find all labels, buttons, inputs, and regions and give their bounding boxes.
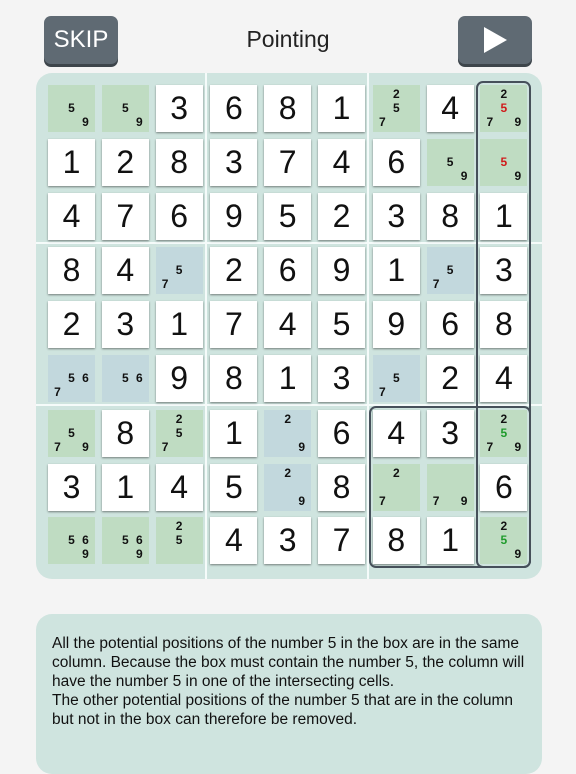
candidate-digit: 7 <box>378 385 386 399</box>
candidate-digit: 7 <box>378 115 386 129</box>
candidate-digit: 9 <box>514 115 522 129</box>
sudoku-cell-given[interactable] <box>210 517 257 564</box>
candidate-digit: 5 <box>121 101 129 115</box>
sudoku-cell-given[interactable] <box>156 139 203 186</box>
cell-value: 6 <box>494 468 513 505</box>
cell-value: 8 <box>441 197 459 234</box>
candidate-digit: 9 <box>514 439 522 454</box>
cell-value: 1 <box>494 197 513 234</box>
sudoku-cell-candidates[interactable] <box>102 85 149 132</box>
candidate-digit: 7 <box>486 115 494 129</box>
candidate-digit: 9 <box>135 547 143 562</box>
sudoku-cell-given[interactable] <box>210 139 257 186</box>
cell-value: 7 <box>116 197 135 234</box>
sudoku-cell-candidates[interactable] <box>156 410 203 457</box>
cell-value: 9 <box>332 252 351 289</box>
cell-value: 5 <box>224 468 243 505</box>
candidate-digit: 9 <box>460 493 468 508</box>
sudoku-cell-given[interactable] <box>48 464 95 511</box>
candidate-digit: 7 <box>486 439 494 454</box>
candidate-digit: 6 <box>135 533 143 548</box>
sudoku-cell-given[interactable] <box>210 355 257 402</box>
box-divider-horizontal <box>36 242 542 244</box>
sudoku-cell-given[interactable] <box>264 301 311 348</box>
candidate-digit: 5 <box>121 533 129 548</box>
cell-value: 2 <box>224 252 243 289</box>
sudoku-cell-candidates[interactable] <box>102 355 149 402</box>
cell-value: 6 <box>387 143 406 180</box>
sudoku-cell-candidates[interactable] <box>156 247 203 294</box>
sudoku-cell-candidates[interactable] <box>373 85 420 132</box>
sudoku-cell-given[interactable] <box>318 355 365 402</box>
cell-value: 8 <box>224 360 243 396</box>
sudoku-cell-candidates[interactable] <box>48 410 95 457</box>
cell-value: 6 <box>332 414 351 451</box>
candidate-digit: 5 <box>175 425 183 440</box>
cell-value: 6 <box>441 306 459 343</box>
sudoku-cell-given[interactable] <box>427 355 474 402</box>
sudoku-cell-given[interactable] <box>210 85 257 132</box>
cell-value: 3 <box>441 414 459 451</box>
candidate-digit: 2 <box>284 465 292 480</box>
candidate-digit: 9 <box>82 115 89 129</box>
sudoku-cell-given[interactable] <box>264 85 311 132</box>
candidate-digit: 2 <box>175 519 183 534</box>
candidate-digit: 5 <box>500 154 508 169</box>
cell-value: 9 <box>224 197 243 234</box>
sudoku-cell-given[interactable] <box>102 301 149 348</box>
sudoku-cell-given[interactable] <box>156 355 203 402</box>
sudoku-cell-given[interactable] <box>102 193 149 240</box>
cell-value: 8 <box>332 468 351 505</box>
cell-value: 5 <box>278 197 297 234</box>
cell-value: 3 <box>116 306 135 343</box>
box-divider-vertical <box>205 73 207 579</box>
candidate-digit: 2 <box>284 411 292 426</box>
sudoku-cell-given[interactable] <box>427 301 474 348</box>
candidate-digit: 9 <box>298 439 306 454</box>
cell-value: 4 <box>224 522 243 559</box>
sudoku-cell-candidates[interactable] <box>264 410 311 457</box>
cell-value: 1 <box>116 468 135 505</box>
cell-value: 4 <box>441 90 459 126</box>
sudoku-cell-given[interactable] <box>48 247 95 294</box>
cell-value: 3 <box>278 522 297 559</box>
cell-value: 4 <box>494 360 513 396</box>
candidate-digit: 6 <box>82 533 89 548</box>
sudoku-cell-given[interactable] <box>318 301 365 348</box>
cell-value: 4 <box>387 414 406 451</box>
candidate-digit: 9 <box>514 168 522 183</box>
cell-value: 6 <box>170 197 188 234</box>
candidate-digit: 5 <box>500 533 508 548</box>
cell-value: 4 <box>170 468 188 505</box>
cell-value: 7 <box>278 143 297 180</box>
sudoku-cell-given[interactable] <box>373 193 420 240</box>
sudoku-cell-given[interactable] <box>427 193 474 240</box>
cell-value: 8 <box>387 522 406 559</box>
sudoku-cell-given[interactable] <box>373 139 420 186</box>
candidate-digit: 5 <box>392 371 400 385</box>
sudoku-cell-given[interactable] <box>318 139 365 186</box>
cell-value: 2 <box>116 143 135 180</box>
candidate-digit: 7 <box>378 493 386 508</box>
sudoku-cell-given[interactable] <box>318 464 365 511</box>
candidate-digit: 7 <box>432 277 440 292</box>
candidate-digit: 9 <box>514 547 522 562</box>
sudoku-cell-given[interactable] <box>373 247 420 294</box>
sudoku-cell-candidates[interactable] <box>427 139 474 186</box>
sudoku-cell-candidates[interactable] <box>373 355 420 402</box>
sudoku-cell-given[interactable] <box>210 247 257 294</box>
skip-button[interactable]: SKIP <box>44 16 118 64</box>
cell-value: 4 <box>332 143 351 180</box>
candidate-digit: 7 <box>54 385 61 399</box>
sudoku-cell-given[interactable] <box>102 410 149 457</box>
cell-value: 2 <box>62 306 81 343</box>
candidate-digit: 5 <box>446 263 454 278</box>
cell-value: 1 <box>170 306 188 343</box>
cell-value: 7 <box>332 522 351 559</box>
candidate-digit: 5 <box>68 425 75 440</box>
play-icon <box>482 26 508 54</box>
candidate-digit: 5 <box>68 533 75 548</box>
play-button[interactable] <box>458 16 532 64</box>
sudoku-cell-given[interactable] <box>264 193 311 240</box>
candidate-digit: 7 <box>54 439 61 454</box>
candidate-digit: 5 <box>121 371 129 385</box>
sudoku-cell-given[interactable] <box>156 193 203 240</box>
sudoku-cell-given[interactable] <box>318 247 365 294</box>
sudoku-cell-candidates[interactable] <box>102 517 149 564</box>
candidate-digit: 2 <box>500 411 508 426</box>
cell-value: 3 <box>332 360 351 396</box>
cell-value: 3 <box>494 252 513 289</box>
candidate-digit: 9 <box>82 547 89 562</box>
candidate-digit: 2 <box>175 411 183 426</box>
candidate-digit: 5 <box>446 154 454 169</box>
sudoku-cell-candidates[interactable] <box>48 355 95 402</box>
sudoku-cell-given[interactable] <box>264 355 311 402</box>
cell-value: 8 <box>62 252 81 289</box>
sudoku-cell-given[interactable] <box>318 410 365 457</box>
cell-value: 4 <box>62 197 81 234</box>
sudoku-cell-given[interactable] <box>48 301 95 348</box>
cell-value: 2 <box>332 197 351 234</box>
highlighted-box <box>369 406 532 569</box>
cell-value: 3 <box>224 143 243 180</box>
page-title: Pointing <box>246 26 330 52</box>
cell-value: 9 <box>387 306 406 343</box>
candidate-digit: 2 <box>392 87 400 101</box>
cell-value: 3 <box>62 468 81 505</box>
sudoku-cell-given[interactable] <box>48 193 95 240</box>
candidate-digit: 9 <box>298 493 306 508</box>
cell-value: 8 <box>170 143 188 180</box>
sudoku-cell-given[interactable] <box>373 301 420 348</box>
sudoku-board <box>36 73 542 579</box>
cell-value: 8 <box>116 414 135 451</box>
candidate-digit: 2 <box>500 519 508 534</box>
candidate-digit: 2 <box>392 465 400 480</box>
candidate-digit: 9 <box>82 439 89 454</box>
candidate-digit: 2 <box>500 87 508 101</box>
sudoku-cell-given[interactable] <box>210 193 257 240</box>
sudoku-cell-given[interactable] <box>264 517 311 564</box>
cell-value: 5 <box>332 306 351 343</box>
candidate-digit: 5 <box>175 263 183 278</box>
candidate-digit: 5 <box>500 425 508 440</box>
sudoku-cell-given[interactable] <box>102 139 149 186</box>
sudoku-cell-candidates[interactable] <box>264 464 311 511</box>
sudoku-cell-given[interactable] <box>264 139 311 186</box>
explanation-text: All the potential positions of the number 5 in the box are in the same column. Because the box must contain the number 5, the column will have the number 5 in one of the intersecting cells. The other potential positions of the number 5 that are in the column but not in the box can therefore be removed. <box>52 635 525 728</box>
sudoku-cell-given[interactable] <box>210 464 257 511</box>
candidate-digit: 7 <box>432 493 440 508</box>
sudoku-cell-given[interactable] <box>156 464 203 511</box>
sudoku-cell-given[interactable] <box>318 517 365 564</box>
candidate-digit: 5 <box>68 371 75 385</box>
cell-value: 3 <box>387 197 406 234</box>
candidate-digit: 7 <box>161 277 169 292</box>
candidate-digit: 9 <box>460 168 468 183</box>
cell-value: 1 <box>278 360 297 396</box>
candidate-digit: 5 <box>175 533 183 548</box>
sudoku-cell-given[interactable] <box>264 247 311 294</box>
cell-value: 9 <box>170 360 188 396</box>
cell-value: 4 <box>116 252 135 289</box>
sudoku-cell-candidates[interactable] <box>48 517 95 564</box>
cell-value: 1 <box>224 414 243 451</box>
cell-value: 8 <box>278 90 297 126</box>
cell-value: 2 <box>441 360 459 396</box>
cell-value: 6 <box>224 90 243 126</box>
sudoku-cell-given[interactable] <box>102 247 149 294</box>
candidate-digit: 7 <box>161 439 169 454</box>
cell-value: 7 <box>224 306 243 343</box>
cell-value: 1 <box>62 143 81 180</box>
cell-value: 1 <box>441 522 459 559</box>
sudoku-cell-given[interactable] <box>156 301 203 348</box>
sudoku-cell-candidates[interactable] <box>427 247 474 294</box>
sudoku-cell-given[interactable] <box>210 301 257 348</box>
cell-value: 3 <box>170 90 188 126</box>
explanation-panel <box>36 614 542 774</box>
candidate-digit: 5 <box>500 101 508 115</box>
cell-value: 1 <box>387 252 406 289</box>
cell-value: 4 <box>278 306 297 343</box>
sudoku-cell-given[interactable] <box>210 410 257 457</box>
candidate-digit: 5 <box>68 101 75 115</box>
sudoku-cell-given[interactable] <box>318 193 365 240</box>
cell-value: 6 <box>278 252 297 289</box>
sudoku-cell-given[interactable] <box>102 464 149 511</box>
candidate-digit: 6 <box>135 371 143 385</box>
sudoku-cell-given[interactable] <box>427 85 474 132</box>
sudoku-cell-given[interactable] <box>156 85 203 132</box>
candidate-digit: 9 <box>135 115 143 129</box>
sudoku-cell-candidates[interactable] <box>48 85 95 132</box>
candidate-digit: 5 <box>392 101 400 115</box>
sudoku-cell-candidates[interactable] <box>156 517 203 564</box>
cell-value: 1 <box>332 90 351 126</box>
sudoku-cell-given[interactable] <box>48 139 95 186</box>
candidate-digit: 6 <box>82 371 89 385</box>
cell-value: 8 <box>494 306 513 343</box>
sudoku-cell-given[interactable] <box>318 85 365 132</box>
